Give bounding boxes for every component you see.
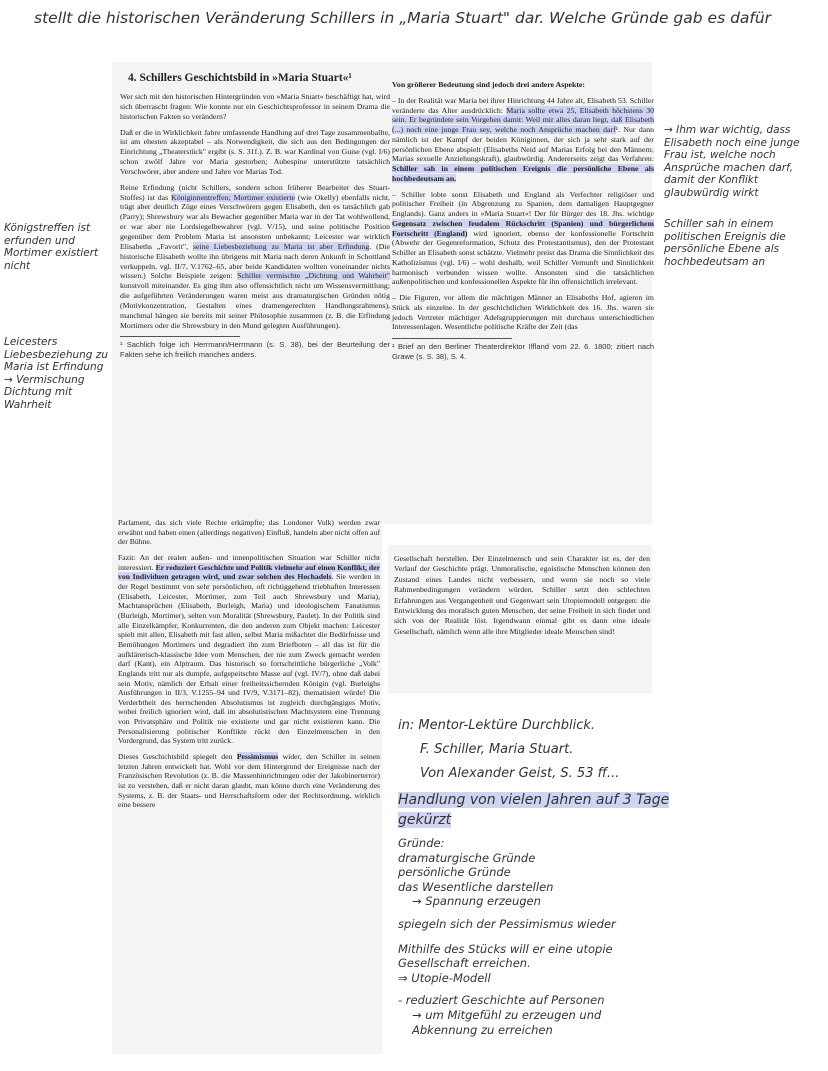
- right-paragraph-1: – In der Realität war Maria bei ihrer Hinrichtung 44 Jahre alt, Elisabeth 53. Schiller veränderte das Alter ausdrücklich: Maria sollte etwa 25, Elisabeth höchstens 30 sein. Er begründete sein Vorgehen damit: Weil mir alles daran liegt, daß Elisabeth (...) noch eine junge Frau sey, welche noch Ansprüche machen darf¹. Nur dann nämlich ist der Kampf der beiden Königinnen, der sich ja sehr stark auf der persönlichen Ebene abspielt (Elisabeths Neid auf Marias Erfolg bei den Männern; Marias sexuelle Anziehungskraft), glaubwürdig. Andererseits zeigt das Verfahren: Schiller sah in einem politischen Ereignis die persönliche Ebene als hochbedeutsam an.: [392, 95, 655, 183]
- article-heading: 4. Schillers Geschichtsbild in »Maria Stuart«¹: [128, 72, 352, 84]
- summary-reasons: [398, 836, 698, 1037]
- lower-left-paragraph-1: Parlament, das sich viele Rechte erkämpfte; das Londoner Volk) werden zwar erwähnt und haben einen (allerdings negativen) Einfluß, handeln aber nicht offen auf der Bühne.: [118, 518, 380, 547]
- margin-note-right-1: → Ihm war wichtig, dass Elisabeth noch eine junge Frau ist, welche noch Ansprüche machen darf, damit der Konflikt glaubwürdig wirkt: [664, 124, 800, 199]
- summary-gruende-label: Gründe:: [398, 836, 445, 850]
- right-footnote: ¹ Brief an den Berliner Theaterdirektor Iffland vom 22. 6. 1800; zitiert nach Grawe (s. S. 38), S. 4.: [392, 342, 654, 361]
- left-footnote: ¹ Sachlich folge ich Herrmann/Herrmann (s. S. 38), bei der Beurteilung der Fakten sehe ich freilich manches anders.: [120, 340, 390, 360]
- footnote-rule-left: [120, 336, 240, 337]
- highlight-gegensatz: Gegensatz zwischen feudalem Rückschritt (Spanien) und bürgerlichem Fortschritt (England): [392, 218, 654, 238]
- right-paragraph-3: – Die Figuren, vor allem die mächtigen Männer an Elisabeths Hof, agieren im Stück als einzelne. In der geschichtlichen Wirklichkeit des 16. Jhs. waren sie jedoch Vertreter mächtiger Adelsgruppierungen mit durchaus unterschiedlichen Interessenlagen. Wesentliche politische Kräfte der Zeit (das: [392, 293, 654, 332]
- highlight-koeniginnentreffen: Königinnentreffen; Mortimer existierte: [171, 192, 295, 202]
- lower-right-column: [394, 554, 650, 643]
- top-question-note: stellt die historischen Veränderung Schillers in „Maria Stuart" dar. Welche Gründe gab es dafür: [34, 9, 772, 27]
- highlight-summary-headline: Handlung von vielen Jahren auf 3 Tage gekürzt: [398, 792, 670, 828]
- highlight-persoenliche-ebene: Schiller sah in einem politischen Ereignis die persönliche Ebene als hochbedeutsam an.: [392, 164, 654, 183]
- summary-item: persönliche Gründe: [398, 865, 511, 880]
- lower-right-paragraph-1: Gesellschaft herstellen. Der Einzelmensch und sein Charakter ist es, der den Verlauf der Geschichte prägt. Unmoralische, egoistische Menschen können den Zustand eines Landes nicht verbessern, und wenn sie noch so viele Rahmenbedingungen verändern würden. Schiller setzt den schlechten Erfahrungen aus Vergangenheit und Gegenwart sein Utopiemodell entgegen: die Entwicklung des moralisch guten Menschen, der seine Freiheit in sich findet und sich von der Realität löst. Irgendwann einmal gibt es dann eine ideale Gesellschaft, nämlich wenn alle ihre Mitglieder ideale Menschen sind!: [394, 554, 650, 636]
- highlight-reduziert: Er reduziert Geschichte und Politik vielmehr auf einen Konflikt, der von Individuen getragen wird, und zwar solchen des Hochadels: [118, 562, 380, 582]
- highlight-dichtung-wahrheit: Schiller vermischte „Dichtung und Wahrheit": [237, 271, 390, 281]
- right-intro: Von größerer Bedeutung sind jedoch drei andere Aspekte:: [392, 80, 585, 89]
- highlight-alter: Maria sollte etwa 25, Elisabeth höchstens 30 sein. Er begründete sein Vorgehen damit: Weil mir alles daran liegt, daß Elisabeth (...) noch eine junge Frau sey, welche noch Ansprüche machen darf: [392, 105, 654, 134]
- margin-note-left-1: Königstreffen ist erfunden und Mortimer existiert nicht: [4, 222, 99, 272]
- left-paragraph-3: Reine Erfindung (nicht Schillers, sondern schon früherer Bearbeiter des Stuart-Stoffes) ist das Königinnentreffen; Mortimer existierte (wie Okelly) ebenfalls nicht, trägt aber deutlich Züge eines Verschwörers gegen Elisabeth, den es tatsächlich gab (Parry); Shrewsbury war als Bewacher gegenüber Maria war in der Tat wohlwollend, er war aber nie Lordsiegelbewahrer (vgl. V/15), und seine politische Position gegenüber dem Problem Maria ist ansonsten unbekannt; Leicester war wirklich Elisabeths „Favorit", seine Liebesbeziehung zu Maria ist aber Erfindung. (Die historische Elisabeth wollte ihn übrigens mit Maria nach deren Ankunft in Schottland verkuppeln, vgl. II/7, V.1762–65, aber beide Kandidaten wollten voneinander nichts wissen.) Solche Beispiele zeigen: Schiller vermischte „Dichtung und Wahrheit" kunstvoll miteinander. Es ging ihm also offensichtlich nicht um Wissensvermittlung; die aufgeführten Veränderungen waren meist aus dramaturgischen Gründen nötig (Motivkonzentration, Gestalten eines dramengerechten Handlungsrahmens), manchmal hängen sie bereits mit seiner Philosophie zusammen (z. B. die Erfindung Mortimers oder die Shrewsbury in den Mund gelegten Ausführungen).: [120, 182, 390, 330]
- summary-item: spiegeln sich der Pessimismus wieder: [398, 916, 616, 931]
- article-right-column: [392, 80, 654, 362]
- source-line-2: F. Schiller, Maria Stuart.: [420, 742, 574, 757]
- lower-left-paragraph-2: Fazit: An der realen außen- und innenpolitischen Situation war Schiller nicht interessiert. Er reduziert Geschichte und Politik vielmehr auf einen Konflikt, der von Individuen getragen wird, und zwar solchen des Hochadels. Sie werden in der Regel bestimmt von sehr persönlichen, oft richtiggehend triebhaften Interessen (Elisabeth, Leicester, Mortimer, zum Teil auch Shrewsbury und Maria), Machtansprüchen (Elisabeth, Burleigh, Maria) und ideologischem Fanatismus (Burleigh, Mortimer), selten von Moralität (Shrewsbury, Paulet). In der Politik sind alle Einzelkämpfer, Konkurrenten, die den anderen zum Objekt machen: Leicester spielt mit allen, Elisabeth mit fast allen, selbst Maria mißachtet die Bedürfnisse und Bemühungen Mortimers und degradiert ihn zum Briefboten – all das ist für die aufklärerisch-klassische Idee vom Menschen, der nie zum Zweck gemacht werden darf (Kant), ein Alptraum. Das historisch so fortschrittliche bürgerliche „Volk" Englands tritt nur als dumpfe, aufgepeitschte Masse auf (vgl. IV/7), ohne daß dabei sein Motiv, nämlich der Erhalt einer freiheitssichernden Königin (vgl. Burleighs Ausführungen in II/3, V.1255–94 und IV/9, V.3171–82), thematisiert würde! Die Verderbtheit des herrschenden Absolutismus ist zugleich durchgängiges Motiv, wobei freilich ignoriert wird, daß im absolutistischen Machtsystem eine Trennung von Privatsphäre und Politik nie existierte und gar nicht existieren kann. Die Personalisierung politischer Konflikte rückt den Einzelmenschen in den Vordergrund, das System tritt zurück.: [118, 552, 380, 746]
- summary-item: ⇒ Utopie-Modell: [398, 970, 491, 985]
- summary-item: das Wesentliche darstellen: [398, 879, 554, 894]
- lower-left-paragraph-3: Dieses Geschichtsbild spiegelt den Pessimismus wider, den Schiller in seinen letzten Jahren entwickelt hat. Wohl vor dem Hintergrund der Ereignisse nach der Französischen Revolution (z. B. die Massenhinrichtungen oder der Jakobinerterror) ist zu verstehen, daß er nicht daran glaubt, man könne durch eine Veränderung des Systems, z. B. der Staats- und Herrschaftsform oder der Rechtsordnung, wirklich eine bessere: [118, 752, 381, 810]
- summary-item: → Spannung erzeugen: [412, 894, 541, 909]
- source-note: [398, 714, 658, 786]
- summary-item: dramaturgische Gründe: [398, 850, 536, 865]
- highlight-pessimismus: Pessimismus: [236, 752, 279, 762]
- footnote-rule-right: [392, 338, 512, 339]
- margin-note-left-2: Leicesters Liebesbeziehung zu Maria ist Erfindung → Vermischung Dichtung mit Wahrheit: [4, 336, 108, 411]
- source-line-1: in: Mentor-Lektüre Durchblick.: [398, 718, 596, 733]
- article-left-column: [120, 92, 390, 360]
- summary-headline: [398, 790, 698, 830]
- summary-item: - reduziert Geschichte auf Personen: [398, 993, 605, 1008]
- margin-note-right-2: Schiller sah in einem politischen Ereignis die persönliche Ebene als hochbedeutsam an: [664, 218, 786, 268]
- lower-left-column: [118, 518, 380, 816]
- summary-item: → um Mitgefühl zu erzeugen und Abkennung zu erreichen: [412, 1007, 602, 1037]
- left-paragraph-1: Wer sich mit den historischen Hintergründen von »Maria Stuart« beschäftigt hat, wird sich überrascht fragen: Wie konnte nur ein Geschichtsprofessor in seinem Drama die historischen Fakten so verändern?: [120, 92, 390, 121]
- summary-item: Mithilfe des Stücks will er eine utopie Gesellschaft erreichen.: [398, 941, 613, 971]
- right-paragraph-2: – Schiller lobte sonst Elisabeth und England als Verfechter religiöser und politischer Freiheit (in Abgrenzung zu Spanien, dem damaligen Hauptgegner Englands). Ganz anders in »Maria Stuart«! Der für Bürger des 18. Jhs. wichtige Gegensatz zwischen feudalem Rückschritt (Spanien) und bürgerlichem Fortschritt (England) wird ignoriert, ebenso der konfessionelle Fortschritt (Abwehr der Gegenreformation, Schutz des Protestantismus), den der Protestant Schiller an Elisabeth sonst schätzte. Vielmehr preist das Drama die Sinnlichkeit des Katholizismus (vgl. I/6) – wohl deshalb, weil Schiller Vernunft und Sinnlichkeit harmonisch verbunden wissen wollte. Ansonsten sind die tatsächlichen außenpolitischen und konfessionellen Aspekte für ihn offensichtlich irrelevant.: [392, 189, 655, 287]
- source-line-3: Von Alexander Geist, S. 53 ff...: [420, 766, 620, 781]
- highlight-liebesbeziehung: seine Liebesbeziehung zu Maria ist aber Erfindung: [192, 241, 370, 251]
- left-paragraph-2: Daß er die in Wirklichkeit Jahre umfassende Handlung auf drei Tage zusammenballte, ist am ehesten akzeptabel – als Notwendigkeit, die sich aus den Bedingungen der Einrichtung „Theaterstück" ergibt (s. S. 31f.). Z. B. war Kardinal von Guise (vgl. I/6) schon zwölf Jahre vor Maria gestorben; Aubespine unterstützte tatsächlich Verschwörer, aber andere und Jahre vor Marias Tod.: [120, 127, 390, 176]
